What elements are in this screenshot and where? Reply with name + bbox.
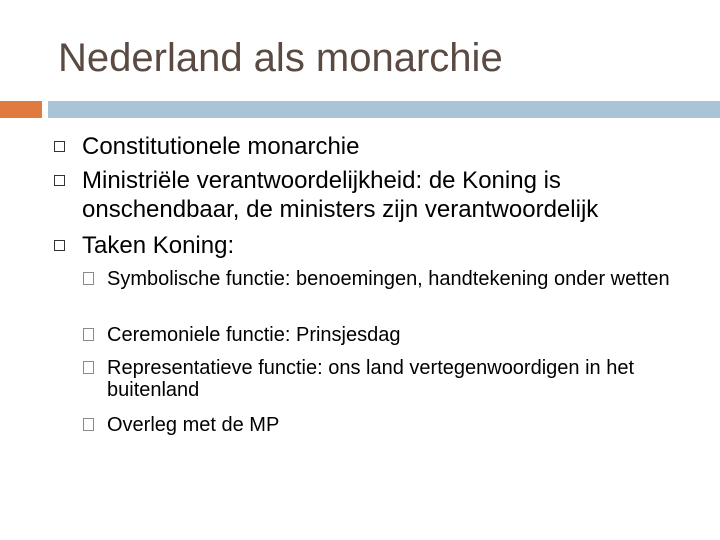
square-bullet-icon	[54, 240, 65, 251]
sub-bullet-text: Overleg met de MP	[107, 414, 280, 436]
checkbox-bullet-icon	[83, 418, 94, 431]
sub-bullet-item	[83, 324, 683, 346]
checkbox-bullet-icon	[83, 272, 94, 285]
sub-bullet-text: Representatieve functie: ons land vertegenwoordigen in het buitenland	[107, 357, 635, 401]
bullet-text: Ministriële verantwoordelijkheid: de Koning is onschendbaar, de ministers zijn verantwoordelijk	[82, 167, 599, 223]
bullet-item	[82, 166, 702, 224]
checkbox-bullet-icon	[83, 361, 94, 374]
square-bullet-icon	[54, 141, 65, 152]
checkbox-bullet-icon	[83, 328, 94, 341]
sub-bullet-text: Symbolische functie: benoemingen, handtekening onder wetten	[107, 268, 670, 290]
sub-bullet-text: Ceremoniele functie: Prinsjesdag	[107, 324, 401, 346]
sub-bullet-item	[83, 357, 683, 401]
bullet-text: Taken Koning:	[82, 232, 235, 259]
sub-bullet-item	[83, 414, 683, 436]
bullet-item	[82, 231, 702, 260]
bullet-item	[82, 132, 702, 161]
slide-title: Nederland als monarchie	[58, 36, 503, 80]
bullet-text: Constitutionele monarchie	[82, 133, 360, 160]
sub-bullet-item	[83, 268, 683, 290]
square-bullet-icon	[54, 175, 65, 186]
